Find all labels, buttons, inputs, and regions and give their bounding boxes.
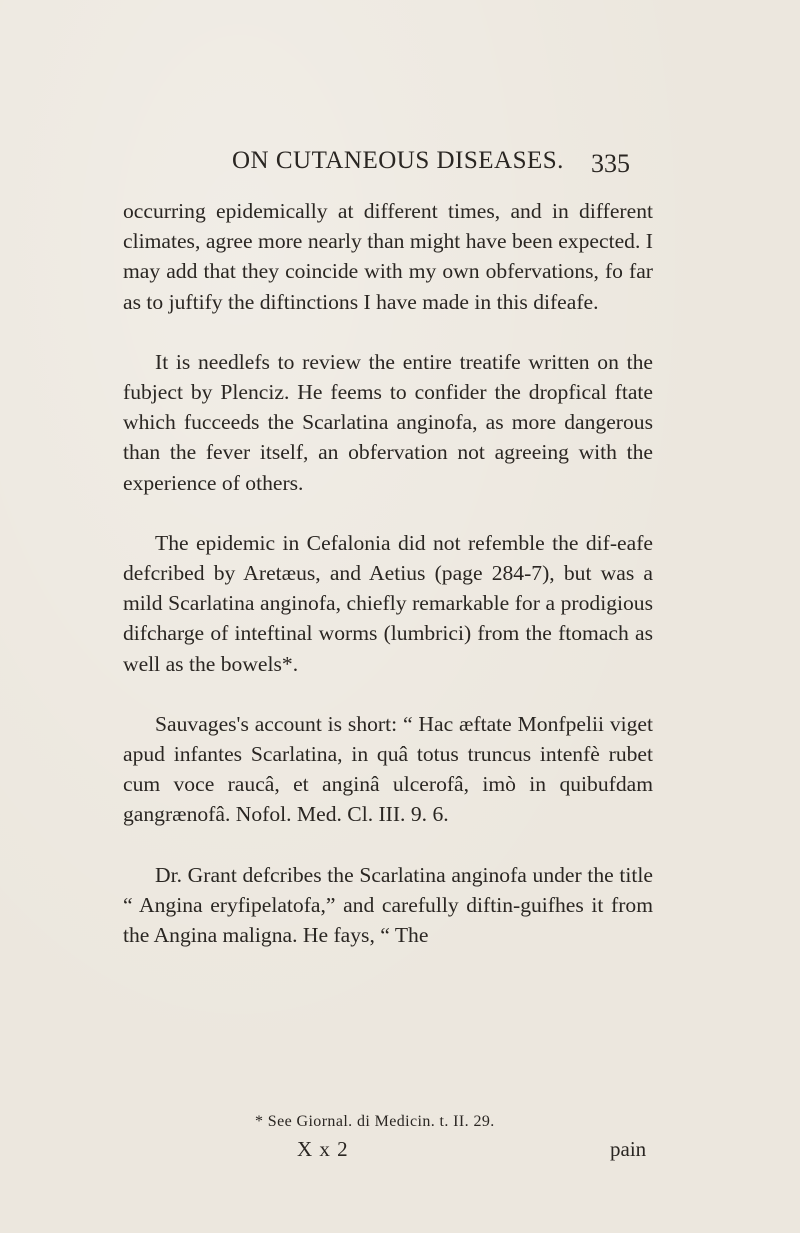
page-number: 335 [591, 149, 630, 178]
footnote: * See Giornal. di Medicin. t. II. 29. [255, 1113, 495, 1130]
paragraph: Sauvages's account is short: “ Hac æftate Monfpelii viget apud infantes Scarlatina, in quâ totus truncus intenfè rubet cum voce raucâ, et anginâ ulcerofâ, imò in quibufdam gangrænofâ. Nofol. Med. Cl. III. 9. 6. [123, 711, 653, 827]
paragraph: The epidemic in Cefalonia did not refemble the dif-eafe defcribed by Aretæus, and Aetius (page 284-7), but was a mild Scarlatina anginofa, chiefly remarkable for a prodigious difcharge of inteftinal worms (lumbrici) from the ftomach as well as the bowels*. [123, 530, 653, 676]
body-text [123, 196, 653, 980]
paragraph: It is needlefs to review the entire treatife written on the fubject by Plenciz. He feems to confider the dropfical ftate which fucceeds the Scarlatina anginofa, as more dangerous than the fever itself, an obfervation not agreeing with the experience of others. [123, 349, 653, 495]
catchword: pain [610, 1137, 647, 1161]
running-header: ON CUTANEOUS DISEASES. [232, 147, 564, 174]
paragraph: Dr. Grant defcribes the Scarlatina anginofa under the title “ Angina eryfipelatofa,” and carefully diftin-guifhes it from the Angina maligna. He fays, “ The [123, 862, 653, 948]
signature-mark: X x 2 [297, 1137, 349, 1161]
paragraph: occurring epidemically at different times, and in different climates, agree more nearly than might have been expected. I may add that they coincide with my own obfervations, fo far as to juftify the diftinctions I have made in this difeafe. [123, 199, 653, 314]
